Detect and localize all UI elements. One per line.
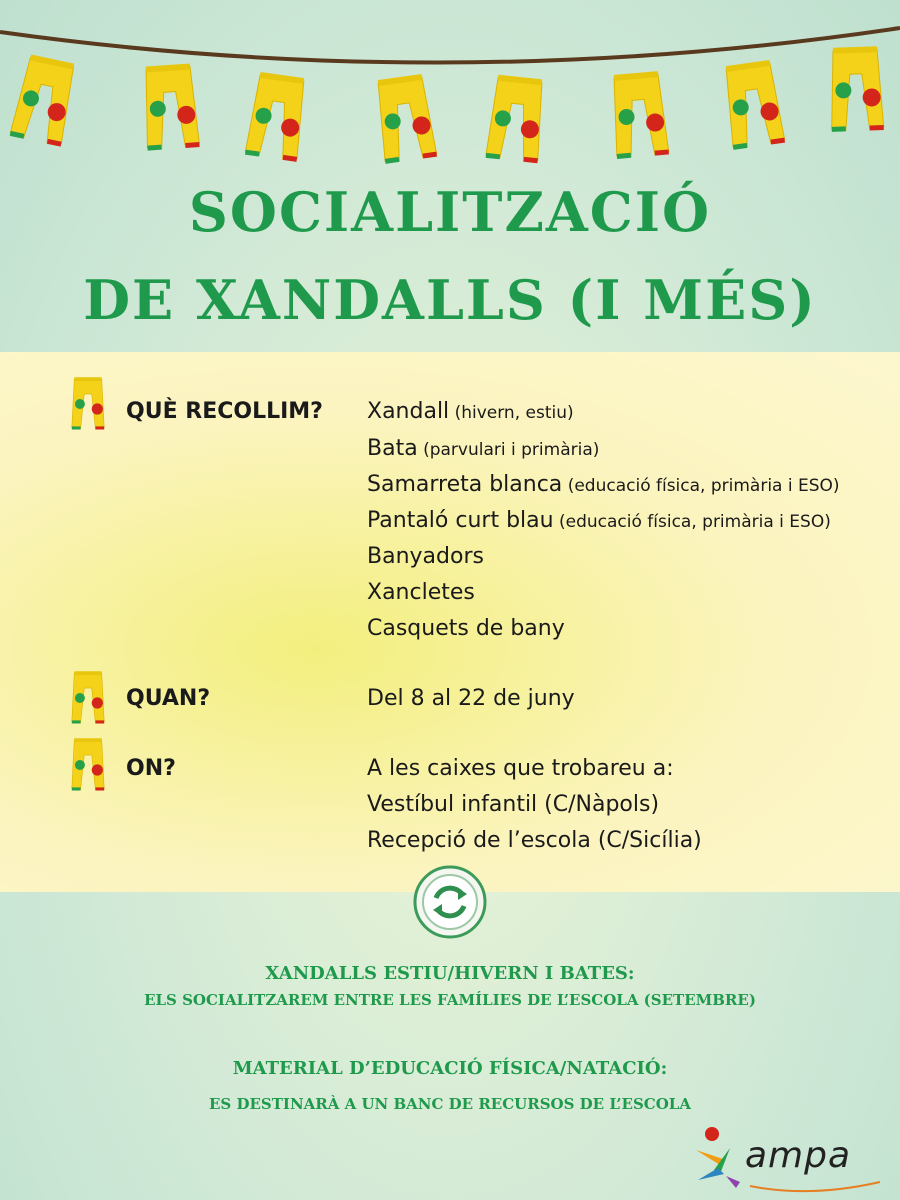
pants-icon <box>64 376 112 432</box>
list-item: Banyadors <box>367 544 484 569</box>
list-item: Samarreta blanca (educació física, primària i ESO) <box>367 472 840 497</box>
list-item: Xandall (hivern, estiu) <box>367 399 574 424</box>
hanging-pants-icon <box>245 71 308 161</box>
bottom-heading-1: XANDALLS ESTIU/HIVERN I BATES: <box>265 963 635 984</box>
logo-text: ampa <box>745 1135 852 1176</box>
hanging-pants-icon <box>142 63 200 150</box>
list-item: Bata (parvulari i primària) <box>367 436 600 461</box>
hanging-pants-icon <box>610 71 669 159</box>
list-item: Casquets de bany <box>367 616 565 641</box>
bottom-text-2: ES DESTINARÀ A UN BANC DE RECURSOS DE L’ESCOLA <box>209 1095 691 1113</box>
pants-garland <box>0 0 900 170</box>
pants-icon <box>64 670 112 726</box>
recycle-icon <box>412 864 488 940</box>
where-line: Vestíbul infantil (C/Nàpols) <box>367 792 660 817</box>
list-item: Xancletes <box>367 580 475 605</box>
where-line: A les caixes que trobareu a: <box>367 756 674 781</box>
pants-icon <box>64 737 112 793</box>
title-line-1: SOCIALITZACIÓ <box>188 180 712 244</box>
title-line-2: DE XANDALLS (I MÉS) <box>83 268 817 332</box>
what-label: QUÈ RECOLLIM? <box>126 399 323 424</box>
hanging-pants-icon <box>10 54 78 147</box>
when-label: QUAN? <box>126 686 211 711</box>
hanging-pants-icon <box>374 73 437 163</box>
bottom-text-1: ELS SOCIALITZAREM ENTRE LES FAMÍLIES DE L’ESCOLA (SETEMBRE) <box>144 991 756 1009</box>
where-label: ON? <box>126 756 176 781</box>
list-item: Pantaló curt blau (educació física, primària i ESO) <box>367 508 831 533</box>
when-value: Del 8 al 22 de juny <box>367 686 575 711</box>
where-line: Recepció de l’escola (C/Sicília) <box>367 828 702 853</box>
bottom-heading-2: MATERIAL D’EDUCACIÓ FÍSICA/NATACIÓ: <box>232 1058 668 1079</box>
hanging-pants-icon <box>486 74 546 163</box>
hanging-pants-icon <box>829 46 884 132</box>
hanging-pants-icon <box>722 59 785 149</box>
